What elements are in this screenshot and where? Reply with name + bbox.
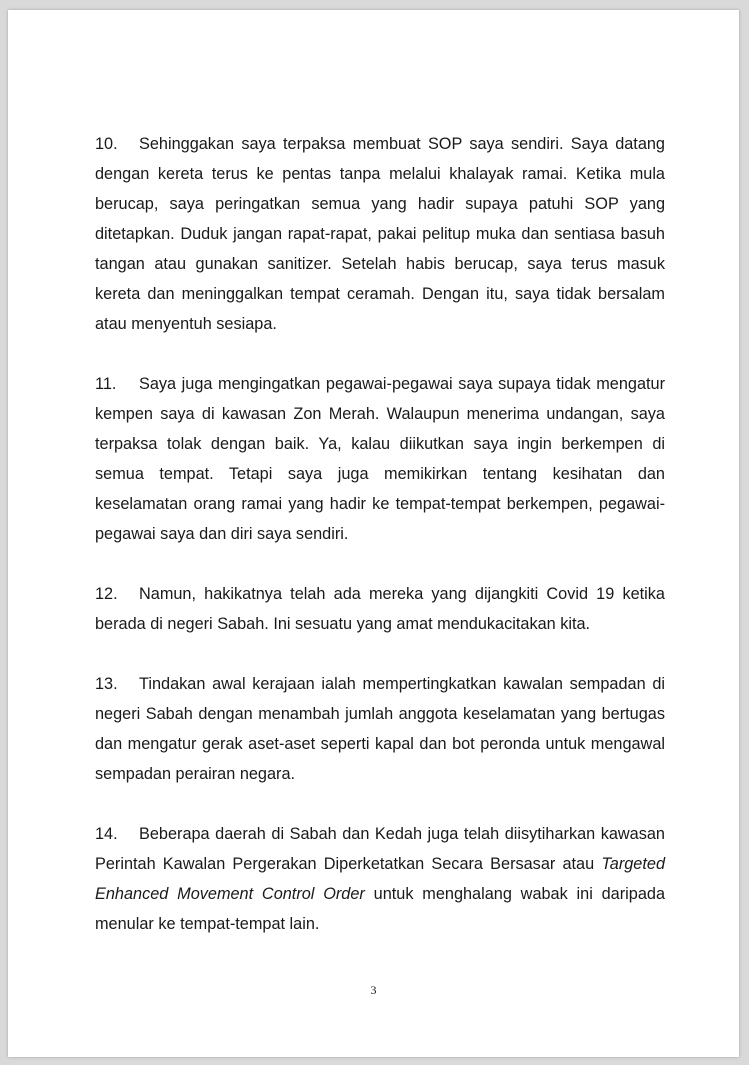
paragraph-number: 14. xyxy=(95,825,118,843)
paragraph-text: Tindakan awal kerajaan ialah mempertingkatkan kawalan sempadan di negeri Sabah dengan menambah jumlah anggota keselamatan yang bertugas dan mengatur gerak aset-aset seperti kapal dan bot peronda untuk mengawal sempadan perairan negara. xyxy=(95,675,665,783)
paragraph-12 xyxy=(95,579,665,639)
paragraph-text-after: untuk menghalang wabak ini daripada menular ke tempat-tempat lain. xyxy=(95,885,665,933)
paragraph-10 xyxy=(95,129,665,339)
paragraph-13 xyxy=(95,669,665,789)
paragraph-14 xyxy=(95,819,665,939)
paragraph-number: 12. xyxy=(95,585,118,603)
paragraph-text: Namun, hakikatnya telah ada mereka yang dijangkiti Covid 19 ketika berada di negeri Sabah. Ini sesuatu yang amat mendukacitakan kita. xyxy=(95,585,665,633)
paragraph-text-italic: Targeted Enhanced Movement Control Order xyxy=(95,855,665,903)
paragraph-text-before: Beberapa daerah di Sabah dan Kedah juga telah diisytiharkan kawasan Perintah Kawalan Pergerakan Diperketatkan Secara Bersasar atau xyxy=(95,825,665,873)
page-number: 3 xyxy=(370,983,377,997)
paragraph-text: Sehinggakan saya terpaksa membuat SOP saya sendiri. Saya datang dengan kereta terus ke pentas tanpa melalui khalayak ramai. Ketika mula berucap, saya peringatkan semua yang hadir supaya patuhi SOP yang ditetapkan. Duduk jangan rapat-rapat, pakai pelitup muka dan sentiasa basuh tangan atau gunakan sanitizer. Setelah habis berucap, saya terus masuk kereta dan meninggalkan tempat ceramah. Dengan itu, saya tidak bersalam atau menyentuh sesiapa. xyxy=(95,135,665,333)
paragraph-11 xyxy=(95,369,665,549)
paragraph-number: 13. xyxy=(95,675,118,693)
paragraph-number: 10. xyxy=(95,135,118,153)
document-body xyxy=(95,129,665,969)
paragraph-number: 11. xyxy=(95,375,117,393)
document-page xyxy=(8,10,739,1057)
paragraph-text: Saya juga mengingatkan pegawai-pegawai saya supaya tidak mengatur kempen saya di kawasan Zon Merah. Walaupun menerima undangan, saya terpaksa tolak dengan baik. Ya, kalau diikutkan saya ingin berkempen di semua tempat. Tetapi saya juga memikirkan tentang kesihatan dan keselamatan orang ramai yang hadir ke tempat-tempat berkempen, pegawai-pegawai saya dan diri saya sendiri. xyxy=(95,375,665,543)
